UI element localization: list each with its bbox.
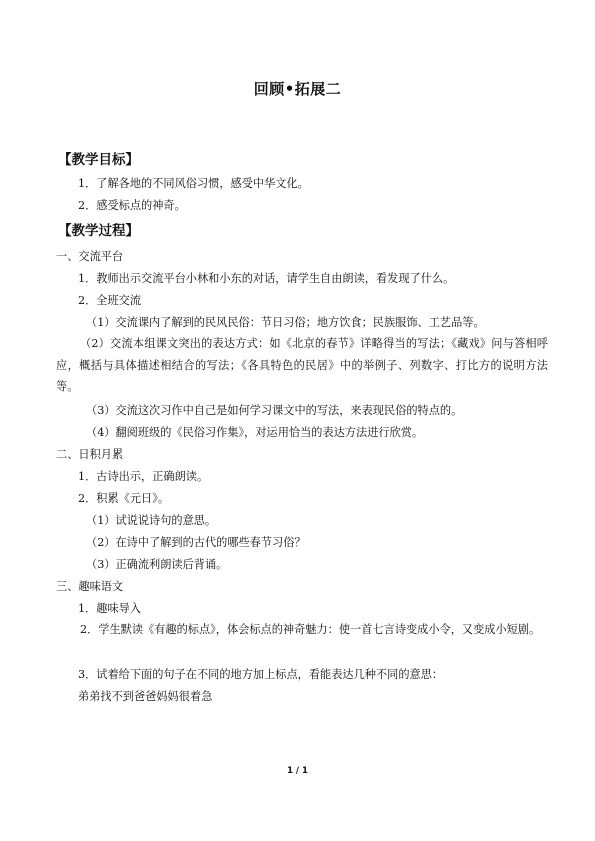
part3-example: 弟弟找不到爸爸妈妈很着急	[78, 690, 213, 703]
part1-step2: 2．全班交流	[78, 294, 142, 307]
part3-step2: 2．学生默读《有趣的标点》，体会标点的神奇魅力：使一首七言诗变成小令，又变成小短剧。	[80, 623, 541, 636]
part2-title: 二、日积月累	[56, 448, 124, 461]
part2-sub1: （1）试说说诗句的意思。	[86, 514, 217, 527]
page-number: 1 / 1	[287, 766, 308, 776]
objective-item-1: 1．了解各地的不同风俗习惯，感受中华文化。	[78, 177, 309, 190]
part2-sub3: （3）正确流利朗读后背诵。	[86, 558, 228, 571]
part1-sub3: （3）交流这次习作中自己是如何学习课文中的写法，来表现民俗的特点的。	[86, 404, 463, 417]
part2-step2: 2．积累《元日》。	[78, 492, 170, 505]
part1-step1: 1．教师出示交流平台小林和小东的对话，请学生自由朗读，看发现了什么。	[78, 272, 455, 285]
part2-step1: 1．古诗出示，正确朗读。	[78, 470, 209, 483]
part3-title: 三、趣味语文	[56, 580, 124, 593]
part2-sub2: （2）在诗中了解到的古代的哪些春节习俗？	[86, 536, 306, 549]
objectives-heading: 【教学目标】	[58, 152, 139, 168]
page-title: 回顾•拓展二	[253, 80, 342, 98]
part1-sub1: （1）交流课内了解到的民风民俗：节日习俗；地方饮食；民族服饰、工艺品等。	[86, 316, 485, 329]
part1-sub2: （2）交流本组课文突出的表达方式：如《北京的春节》详略得当的写法；《藏戏》问与答相呼应，概括与具体描述相结合的写法；《各具特色的民居》中的举例子、列数字、打比方的说明方法等。	[56, 337, 548, 394]
part3-step3: 3．试着给下面的句子在不同的地方加上标点，看能表达几种不同的意思：	[78, 668, 444, 681]
part1-title: 一、交流平台	[56, 250, 124, 263]
part3-step1: 1．趣味导入	[78, 602, 142, 615]
objective-item-2: 2．感受标点的神奇。	[78, 199, 186, 212]
process-heading: 【教学过程】	[58, 223, 139, 239]
part1-sub4: （4）翻阅班级的《民俗习作集》，对运用恰当的表达方法进行欣赏。	[86, 426, 424, 439]
